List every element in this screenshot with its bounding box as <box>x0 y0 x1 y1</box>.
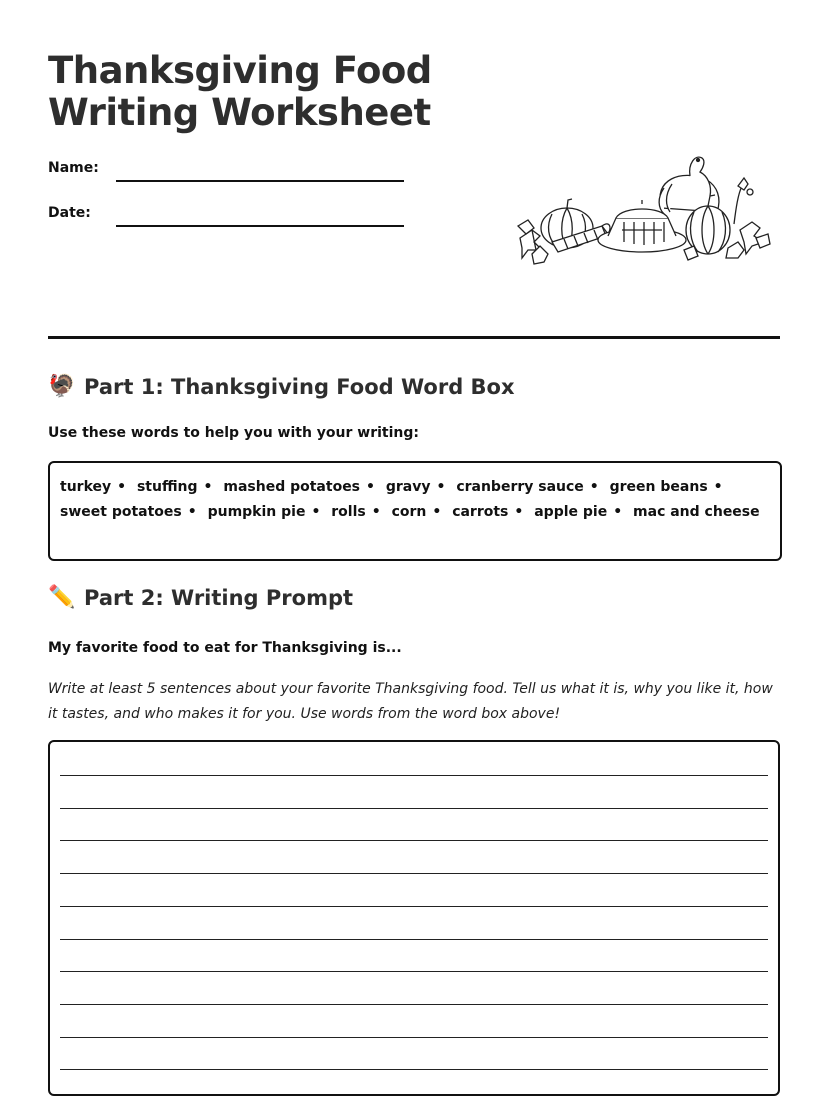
writing-area[interactable] <box>48 740 780 1096</box>
page-title: Thanksgiving Food Writing Worksheet <box>48 49 432 134</box>
part1-heading <box>48 374 515 399</box>
word-separator: • <box>187 504 197 520</box>
section-divider <box>48 336 780 339</box>
name-line[interactable] <box>116 180 404 182</box>
word-separator: • <box>436 479 446 495</box>
date-line[interactable] <box>116 225 404 227</box>
word-box-item: cranberry sauce <box>456 479 584 495</box>
word-box-item: corn <box>391 504 427 520</box>
word-box-item: stuffing <box>136 479 198 495</box>
word-separator: • <box>371 504 381 520</box>
writing-instructions: Write at least 5 sentences about your favorite Thanksgiving food. Tell us what it is, why you like it, how it tastes, and who makes it for you. Use words from the word box above! <box>48 681 773 722</box>
part2-heading <box>48 585 353 610</box>
thanksgiving-food-illustration-icon <box>512 150 774 268</box>
pencil-icon: ✏️ <box>48 585 76 610</box>
writing-line[interactable] <box>60 906 768 907</box>
word-separator: • <box>432 504 442 520</box>
word-box-item: apple pie <box>534 504 608 520</box>
word-box-item: pumpkin pie <box>207 504 306 520</box>
writing-line[interactable] <box>60 1069 768 1070</box>
part2-heading-text: Part 2: Writing Prompt <box>84 585 354 610</box>
word-box-item: sweet potatoes <box>60 504 182 520</box>
word-box-item: green beans <box>609 479 708 495</box>
writing-line[interactable] <box>60 1037 768 1038</box>
word-separator: • <box>311 504 321 520</box>
word-separator: • <box>203 479 213 495</box>
word-box-item: gravy <box>385 479 431 495</box>
writing-line[interactable] <box>60 840 768 841</box>
writing-line[interactable] <box>60 775 768 776</box>
word-box <box>48 461 782 561</box>
writing-line[interactable] <box>60 971 768 972</box>
word-separator: • <box>366 479 375 495</box>
turkey-icon: 🦃 <box>48 374 76 399</box>
word-box-item: carrots <box>452 504 509 520</box>
word-separator: • <box>514 504 524 520</box>
writing-line[interactable] <box>60 808 768 809</box>
name-label: Name: <box>48 160 99 176</box>
word-separator: • <box>117 479 127 495</box>
part1-heading-text: Part 1: Thanksgiving Food Word Box <box>84 374 515 399</box>
date-label: Date: <box>48 205 91 221</box>
word-box-instruction: Use these words to help you with your writing: <box>48 425 420 441</box>
writing-line[interactable] <box>60 939 768 940</box>
word-separator: • <box>589 479 599 495</box>
word-box-item: turkey <box>60 479 112 495</box>
writing-prompt: My favorite food to eat for Thanksgiving is... <box>48 640 402 656</box>
word-box-item: mac and cheese <box>633 504 760 520</box>
word-box-item: mashed potatoes <box>223 479 361 495</box>
writing-line[interactable] <box>60 1004 768 1005</box>
word-separator: • <box>613 504 623 520</box>
word-box-item: rolls <box>331 504 366 520</box>
word-separator: • <box>713 479 723 495</box>
writing-line[interactable] <box>60 873 768 874</box>
